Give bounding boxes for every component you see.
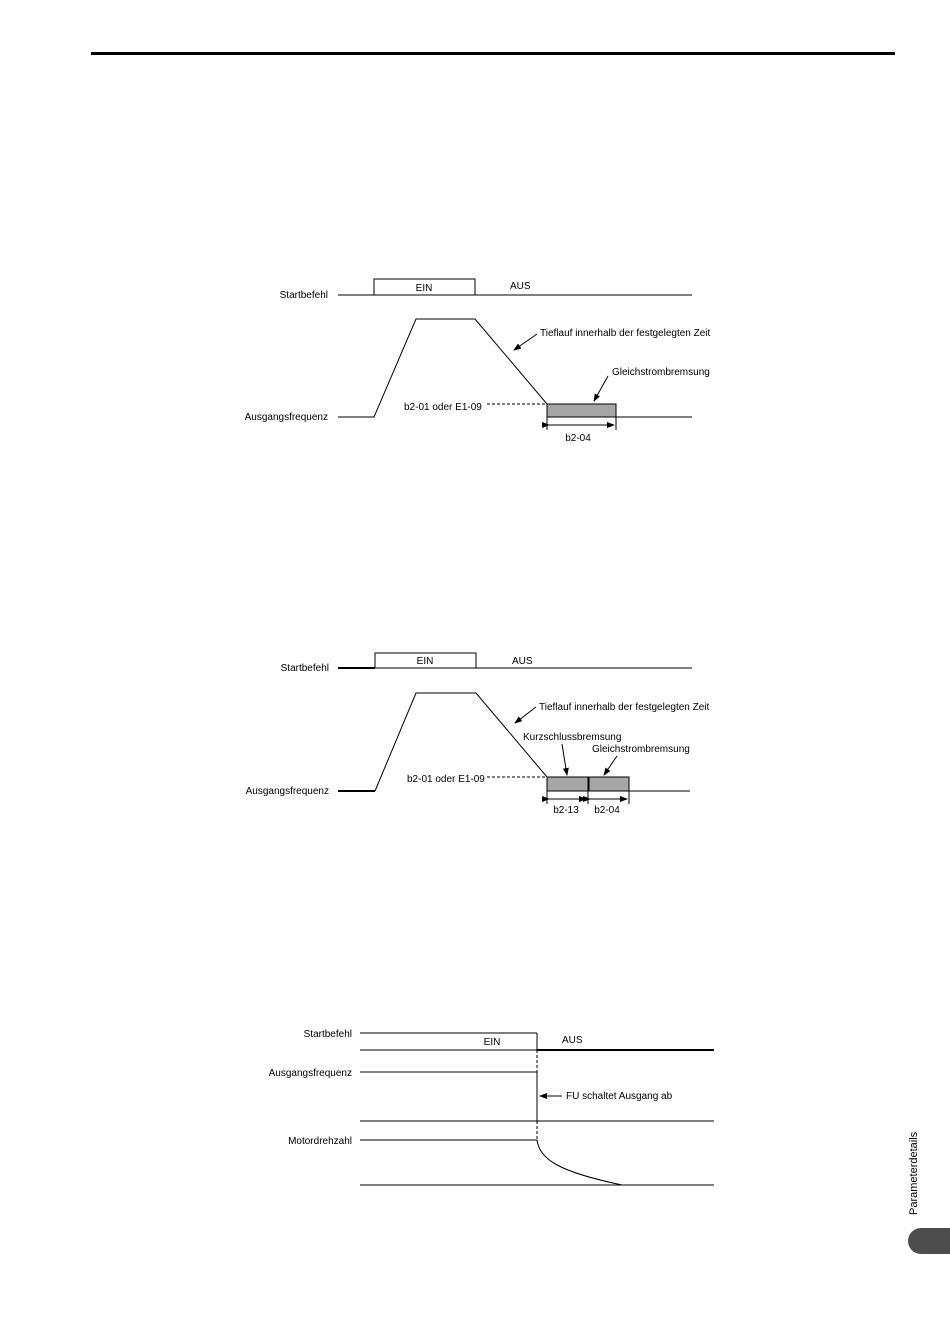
short-circuit-braking-label: Kurzschlussbremsung — [523, 732, 622, 743]
start-frequency-label: b2-01 oder E1-09 — [407, 774, 485, 785]
dc-braking-label: Gleichstrombremsung — [592, 744, 690, 755]
section-side-label: Parameterdetails — [908, 1131, 920, 1215]
figure-1-dc-braking — [245, 279, 711, 444]
on-label: EIN — [415, 283, 433, 294]
motor-speed-coast-curve — [537, 1140, 622, 1185]
run-command-label: Startbefehl — [303, 1029, 352, 1040]
on-label: EIN — [483, 1037, 501, 1048]
short-circuit-braking-block — [547, 777, 588, 791]
start-frequency-label: b2-01 oder E1-09 — [404, 402, 482, 413]
decel-note-arrow — [514, 334, 537, 350]
figure-2-short-circuit-braking — [246, 653, 710, 816]
run-command-label: Startbefehl — [279, 290, 328, 301]
on-label: EIN — [416, 656, 434, 667]
dc-time-label: b2-04 — [565, 433, 591, 444]
off-label: AUS — [510, 281, 531, 292]
decel-note-arrow — [515, 707, 536, 723]
motor-speed-label: Motordrehzahl — [288, 1136, 352, 1147]
off-label: AUS — [512, 656, 533, 667]
dc-braking-arrow — [594, 376, 608, 401]
figure-3-coast-to-stop — [269, 1029, 714, 1185]
output-frequency-label: Ausgangsfrequenz — [268, 1068, 352, 1079]
dc-braking-block — [547, 404, 616, 417]
dc-time-label: b2-04 — [594, 805, 620, 816]
sc-time-label: b2-13 — [553, 805, 579, 816]
dc-braking-label: Gleichstrombremsung — [612, 367, 710, 378]
output-frequency-label: Ausgangsfrequenz — [245, 786, 329, 797]
short-circuit-braking-arrow — [562, 744, 567, 775]
decel-note-label: Tieflauf innerhalb der festgelegten Zeit — [539, 702, 710, 713]
output-frequency-label: Ausgangsfrequenz — [244, 412, 328, 423]
decel-note-label: Tieflauf innerhalb der festgelegten Zeit — [540, 328, 711, 339]
dc-braking-arrow — [604, 756, 617, 775]
run-command-label: Startbefehl — [280, 663, 329, 674]
dc-braking-block — [589, 777, 629, 791]
page-tab — [908, 1228, 950, 1254]
output-off-note: FU schaltet Ausgang ab — [566, 1091, 673, 1102]
off-label: AUS — [562, 1035, 583, 1046]
